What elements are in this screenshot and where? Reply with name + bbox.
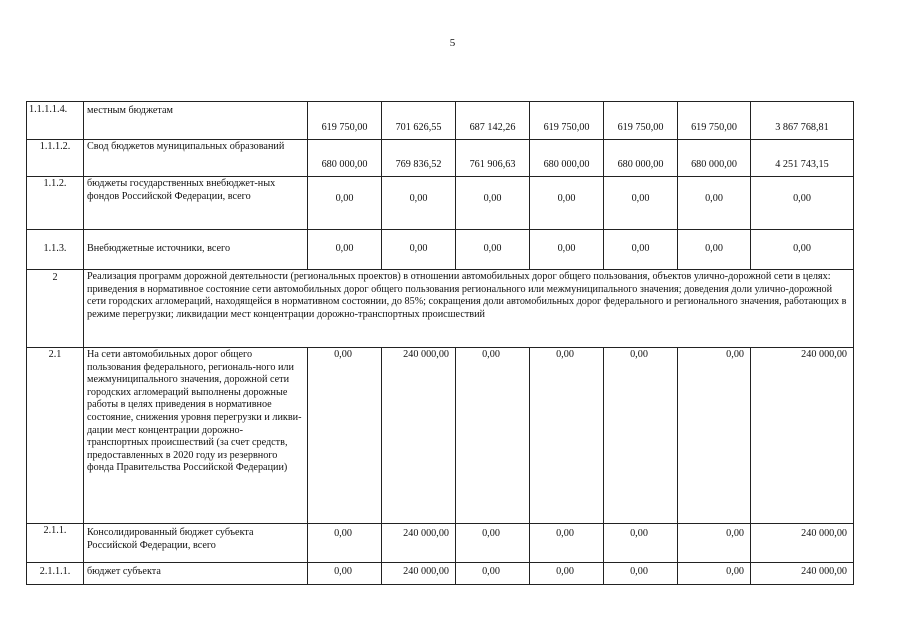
page-number: 5 bbox=[449, 37, 456, 49]
total-cell: 240 000,00 bbox=[751, 348, 854, 524]
value-cell: 0,00 bbox=[308, 348, 382, 524]
table-row bbox=[27, 230, 854, 270]
value-cell: 0,00 bbox=[456, 348, 530, 524]
value-cell: 240 000,00 bbox=[382, 348, 456, 524]
value-cell: 0,00 bbox=[678, 348, 751, 524]
value-cell: 0,00 bbox=[604, 230, 678, 270]
total-cell: 0,00 bbox=[751, 230, 854, 270]
table-row bbox=[27, 563, 854, 585]
total-cell: 0,00 bbox=[751, 177, 854, 230]
value-cell: 240 000,00 bbox=[382, 524, 456, 563]
value-cell: 0,00 bbox=[678, 177, 751, 230]
table-row bbox=[27, 140, 854, 177]
value-cell: 0,00 bbox=[530, 524, 604, 563]
row-code: 1.1.1.2. bbox=[27, 140, 84, 177]
value-cell: 0,00 bbox=[308, 563, 382, 585]
value-cell: 0,00 bbox=[456, 563, 530, 585]
total-cell: 4 251 743,15 bbox=[751, 140, 854, 177]
table-row bbox=[27, 524, 854, 563]
value-cell: 769 836,52 bbox=[382, 140, 456, 177]
value-cell: 0,00 bbox=[678, 230, 751, 270]
value-cell: 619 750,00 bbox=[678, 102, 751, 140]
row-description: Внебюджетные источники, всего bbox=[84, 230, 308, 270]
row-description: бюджет субъекта bbox=[84, 563, 308, 585]
value-cell: 240 000,00 bbox=[382, 563, 456, 585]
row-code: 2.1.1.1. bbox=[27, 563, 84, 585]
value-cell: 619 750,00 bbox=[530, 102, 604, 140]
total-cell: 240 000,00 bbox=[751, 524, 854, 563]
total-cell: 3 867 768,81 bbox=[751, 102, 854, 140]
value-cell: 0,00 bbox=[382, 230, 456, 270]
table-row bbox=[27, 177, 854, 230]
value-cell: 0,00 bbox=[604, 524, 678, 563]
value-cell: 0,00 bbox=[382, 177, 456, 230]
value-cell: 680 000,00 bbox=[678, 140, 751, 177]
value-cell: 0,00 bbox=[530, 177, 604, 230]
row-code: 1.1.2. bbox=[27, 177, 84, 230]
table-row bbox=[27, 102, 854, 140]
value-cell: 0,00 bbox=[308, 230, 382, 270]
value-cell: 619 750,00 bbox=[308, 102, 382, 140]
value-cell: 0,00 bbox=[456, 230, 530, 270]
value-cell: 701 626,55 bbox=[382, 102, 456, 140]
value-cell: 0,00 bbox=[308, 177, 382, 230]
value-cell: 680 000,00 bbox=[530, 140, 604, 177]
value-cell: 0,00 bbox=[456, 524, 530, 563]
value-cell: 680 000,00 bbox=[308, 140, 382, 177]
row-code: 1.1.3. bbox=[27, 230, 84, 270]
row-code: 2.1 bbox=[27, 348, 84, 524]
value-cell: 0,00 bbox=[530, 230, 604, 270]
value-cell: 761 906,63 bbox=[456, 140, 530, 177]
section-description: Реализация программ дорожной деятельности (региональных проектов) в отношении автомобильных дорог общего пользования, объектов улично-дорожной сети в целях: приведения в нормативное состояние сети автомобильных дорог общего пользования регионального или межмуниципального значения; доведения доли улично-дорожной сети городских агломераций, находящейся в нормативном состоянии, до 85%; сокращения доли автомобильных дорог федерального и регионального значения, работающих в режиме перегрузки; ликвидации мест концентрации дорожно-транспортных происшествий bbox=[84, 270, 854, 348]
row-code: 1.1.1.1.4. bbox=[27, 102, 84, 140]
row-code: 2 bbox=[27, 270, 84, 348]
value-cell: 0,00 bbox=[308, 524, 382, 563]
value-cell: 619 750,00 bbox=[604, 102, 678, 140]
value-cell: 0,00 bbox=[530, 348, 604, 524]
row-code: 2.1.1. bbox=[27, 524, 84, 563]
row-description: бюджеты государственных внебюджет-ных фондов Российской Федерации, всего bbox=[84, 177, 308, 230]
table-row bbox=[27, 348, 854, 524]
row-description: местным бюджетам bbox=[84, 102, 308, 140]
value-cell: 0,00 bbox=[604, 563, 678, 585]
total-cell: 240 000,00 bbox=[751, 563, 854, 585]
budget-table bbox=[26, 101, 854, 585]
table-row bbox=[27, 270, 854, 348]
value-cell: 0,00 bbox=[678, 563, 751, 585]
value-cell: 687 142,26 bbox=[456, 102, 530, 140]
row-description: Свод бюджетов муниципальных образований bbox=[84, 140, 308, 177]
value-cell: 0,00 bbox=[530, 563, 604, 585]
value-cell: 0,00 bbox=[604, 348, 678, 524]
value-cell: 680 000,00 bbox=[604, 140, 678, 177]
row-description: На сети автомобильных дорог общего пользования федерального, региональ-ного или межмуниципального значения, дорожной сети городских агломераций выполнены дорожные работы в целях приведения в нормативное состояние, снижения уровня перегрузки и ликви-дации мест концентрации дорожно-транспортных происшествий (за счет средств, предоставленных в 2020 году из резервного фонда Правительства Российской Федерации) bbox=[84, 348, 308, 524]
value-cell: 0,00 bbox=[678, 524, 751, 563]
row-description: Консолидированный бюджет субъекта Российской Федерации, всего bbox=[84, 524, 308, 563]
value-cell: 0,00 bbox=[604, 177, 678, 230]
value-cell: 0,00 bbox=[456, 177, 530, 230]
